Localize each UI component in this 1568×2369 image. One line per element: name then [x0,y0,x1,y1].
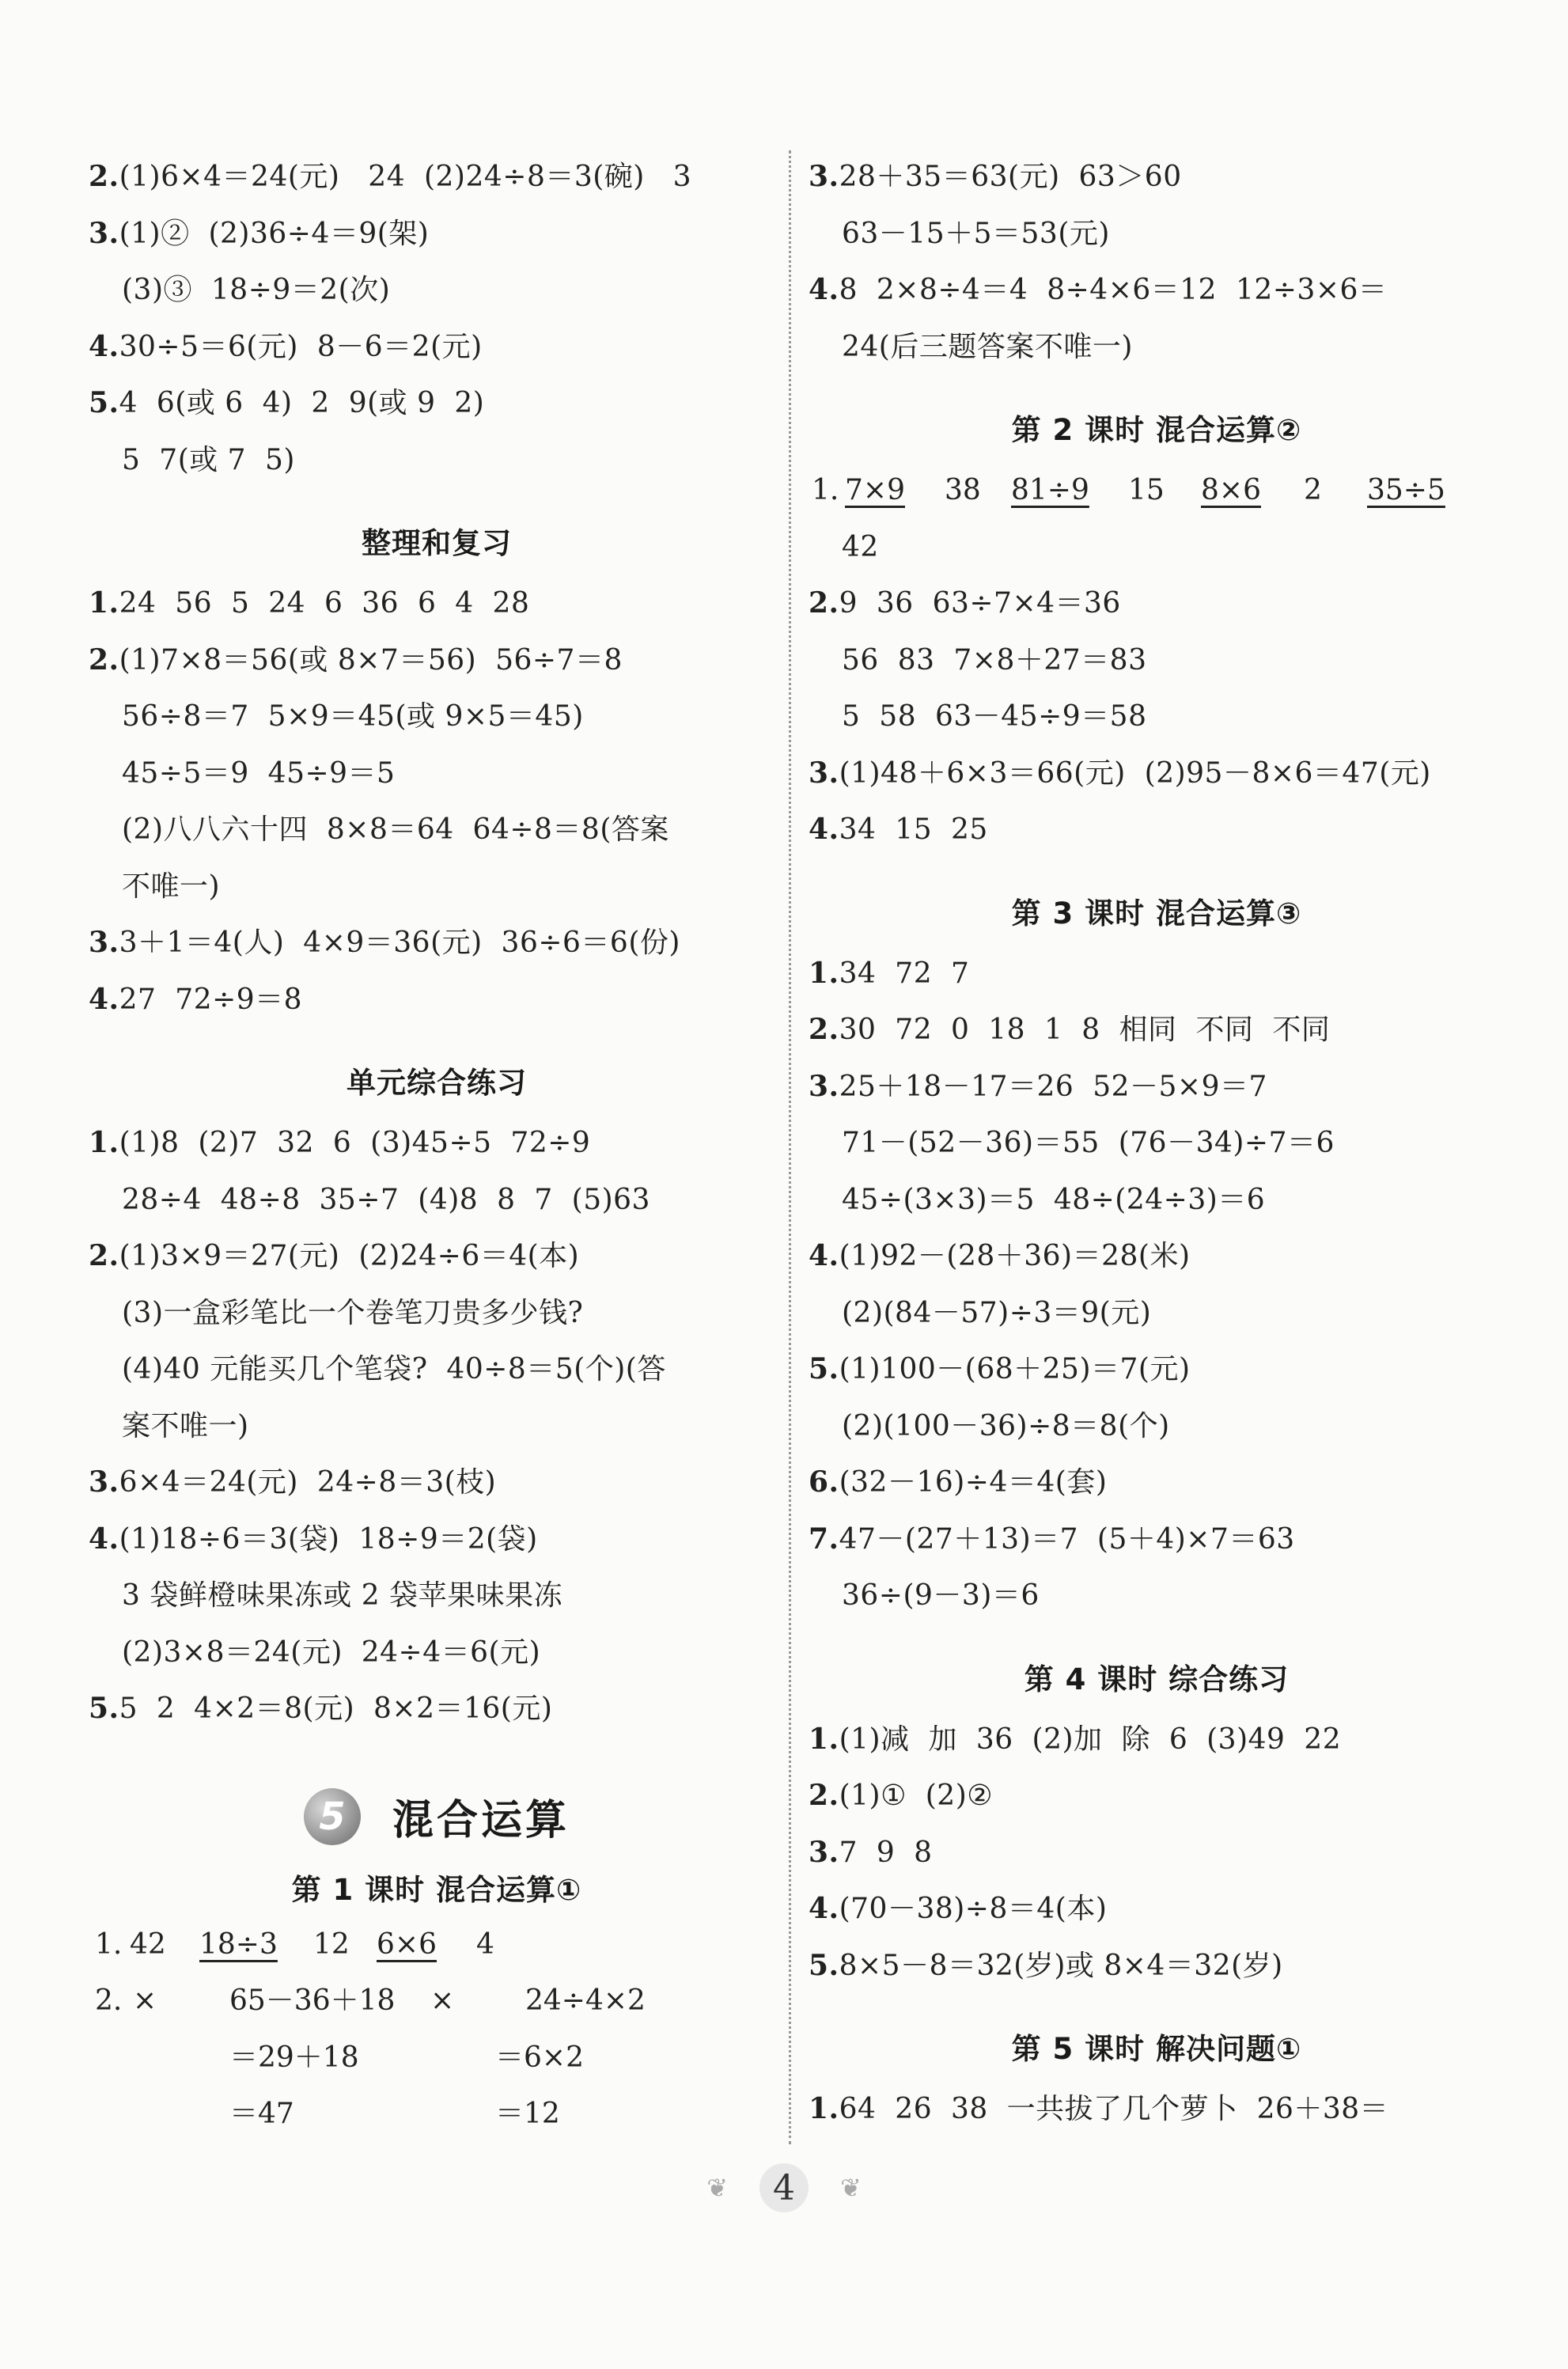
answer-text: (1)18÷6＝3(袋) 18÷9＝2(袋) [119,1522,538,1556]
answer-number: 3. [89,216,119,250]
answer-line [89,1398,785,1455]
answer-text: 3＋1＝4(人) 4×9＝36(元) 36÷6＝6(份) [119,927,680,959]
answer-number: 2. [95,1984,123,2017]
answer-text: 24(后三题答案不唯一) [842,330,1133,363]
answer-line [89,1511,785,1568]
lesson4-answers [809,1711,1505,1995]
answer-number: 1. [95,1927,123,1961]
answer-line [809,1454,1505,1511]
answer-number: 3. [809,160,839,193]
answer-line [809,1228,1505,1285]
answer-number: 4. [89,329,119,363]
answer-text: (1)① (2)② [839,1780,994,1812]
answer-line [89,206,785,263]
answer-text: 5 58 63－45÷9＝58 [842,700,1147,733]
answer-line [89,972,785,1029]
answer-text: 63－15＋5＝53(元) [842,217,1110,250]
answer-number: 2. [89,1239,119,1272]
answer-value: 38 [945,474,981,506]
answer-text: 64 26 38 一共拔了几个萝卜 26＋38＝ [839,2093,1389,2125]
answer-text: (1)减 加 36 (2)加 除 6 (3)49 22 [839,1723,1342,1756]
lesson5-answers [809,2081,1505,2138]
left-section0 [89,149,785,488]
answer-number: 2. [89,642,119,677]
answer-text: 7 9 8 [839,1836,933,1869]
answer-text: 6×4＝24(元) 24÷8＝3(枝) [119,1466,497,1499]
answer-line [89,262,785,319]
answer-number: 4. [89,1522,119,1556]
answer-line [89,1624,785,1681]
answer-line [809,1398,1505,1455]
answer-number: 1. [89,586,119,620]
answer-text: 56÷8＝7 5×9＝45(或 9×5＝45) [122,700,584,733]
answer-line [809,1341,1505,1398]
answer-line [89,802,785,859]
answer-line [89,375,785,432]
answer-text: 30÷5＝6(元) 8－6＝2(元) [119,330,483,363]
calc-result: ＝47 [229,2098,294,2130]
sprout-right-icon: ❦ [840,2173,862,2203]
answer-number: 6. [809,1465,839,1499]
answer-text: (1)100－(68＋25)＝7(元) [839,1353,1191,1385]
calc-expression: 65－36＋18 [229,1984,396,2017]
answer-text: (1)3×9＝27(元) (2)24÷6＝4(本) [119,1240,580,1272]
answer-number: 4. [89,982,119,1016]
answer-line [809,262,1505,319]
answer-number: 7. [809,1522,839,1556]
lesson1-title: 第 1 课时 混合运算① [291,1872,582,1907]
answer-text: (1)48＋6×3＝66(元) (2)95－8×6＝47(元) [839,756,1431,790]
calc-step: ＝6×2 [495,2041,584,2074]
answer-text: 24 56 5 24 6 36 6 4 28 [119,587,530,620]
answer-line [89,1172,785,1229]
answer-line [809,1768,1505,1825]
answer-line [809,1825,1505,1882]
answer-value: 15 [1128,474,1165,506]
answer-number: 2. [809,1013,839,1046]
right-column [809,149,1505,2138]
answer-number: 3. [89,1465,119,1499]
answer-text: 56 83 7×8＋27＝83 [842,643,1147,677]
answer-text: 9 36 63÷7×4＝36 [839,587,1121,620]
answer-text: (4)40 元能买几个笔袋? 40÷8＝5(个)(答 [122,1353,666,1385]
answer-text: (2)3×8＝24(元) 24÷4＝6(元) [122,1636,541,1669]
answer-text: 28÷4 48÷8 35÷7 (4)8 8 7 (5)63 [122,1183,650,1216]
answer-number: 1. [89,1126,119,1159]
answer-line [809,1115,1505,1172]
lesson2-line1 [809,462,1505,519]
answer-text: 25＋18－17＝26 52－5×9＝7 [839,1070,1267,1103]
answer-line [809,1938,1505,1995]
answer-line [89,1341,785,1398]
answer-text: 不唯一) [122,870,221,903]
answer-number: 5. [809,1352,839,1385]
answer-number: 1. [809,2092,839,2125]
answer-number: 3. [809,756,839,790]
lesson4-title: 第 4 课时 综合练习 [1024,1662,1290,1696]
answer-number: 1. [809,956,839,990]
answer-number: 3. [809,1835,839,1869]
answer-text: 34 72 7 [839,957,970,990]
lesson3-title: 第 3 课时 混合运算③ [1011,896,1302,931]
lesson3-answers [809,946,1505,1624]
lesson1-line3 [89,2030,785,2087]
answer-line [809,1285,1505,1342]
unit-practice-title: 单元综合练习 [347,1066,527,1100]
answer-text: (1)6×4＝24(元) 24 (2)24÷8＝3(碗) 3 [119,161,692,193]
unit-name: 混合运算 [392,1797,570,1844]
answer-text: (1)7×8＝56(或 8×7＝56) 56÷7＝8 [119,643,623,677]
column-divider [789,150,791,2144]
answer-line [89,432,785,489]
page-number: 4 [759,2163,809,2212]
answer-value: 12 [313,1927,350,1961]
answer-text: 47－(27＋13)＝7 (5＋4)×7＝63 [839,1522,1295,1556]
answer-text: (1)8 (2)7 32 6 (3)45÷5 72÷9 [119,1127,591,1159]
answer-value: 42 [130,1927,166,1961]
answer-line [809,632,1505,689]
answer-text: (70－38)÷8＝4(本) [839,1893,1108,1925]
answer-number: 1. [809,1722,839,1756]
answer-text: 28＋35＝63(元) 63＞60 [839,161,1182,193]
answer-text: 案不唯一) [122,1409,249,1442]
answer-text: (2)八八六十四 8×8＝64 64÷8＝8(答案 [122,813,669,846]
answer-line [89,319,785,376]
lesson5-title: 第 5 课时 解决问题① [1011,2032,1302,2066]
answer-text: (2)(84－57)÷3＝9(元) [842,1296,1152,1329]
answer-text: (3)③ 18÷9＝2(次) [122,274,391,306]
answer-text: (1)② (2)36÷4＝9(架) [119,217,430,250]
answer-value: 2 [1304,474,1322,506]
answer-number: 5. [89,386,119,419]
sprout-left-icon: ❦ [706,2173,728,2203]
unit-practice-answers [89,1115,785,1738]
answer-line [89,632,785,689]
answer-number: 5. [809,1948,839,1982]
review-answers [89,575,785,1028]
lesson1-line1 [89,1916,785,1973]
answer-line [89,575,785,632]
lesson1-line4 [89,2086,785,2143]
answer-number: 4. [809,273,839,306]
answer-text: 27 72÷9＝8 [119,983,303,1016]
lesson2-title: 第 2 课时 混合运算② [1011,413,1302,447]
answer-line [809,2081,1505,2138]
answer-line [809,319,1505,376]
answer-value-underlined: 81÷9 [1011,474,1089,506]
answer-text: 8×5－8＝32(岁)或 8×4＝32(岁) [839,1949,1283,1982]
unit-number-badge: 5 [304,1788,361,1845]
answer-number: 2. [89,160,119,193]
answer-number: 2. [809,1779,839,1812]
answer-line [89,1567,785,1624]
answer-line [89,1681,785,1738]
answer-text: 36÷(9－3)＝6 [842,1579,1040,1612]
answer-line [89,745,785,802]
answer-number: 3. [89,926,119,959]
answer-line [89,859,785,915]
answer-line [89,1115,785,1172]
calc-step: ＝29＋18 [229,2041,359,2074]
left-column [89,149,785,2143]
answer-value-underlined: 8×6 [1201,474,1261,506]
answer-text: 30 72 0 18 1 8 相同 不同 不同 [839,1014,1331,1046]
answer-line [809,946,1505,1003]
answer-text: 5 2 4×2＝8(元) 8×2＝16(元) [119,1692,553,1725]
answer-text: 4 6(或 6 4) 2 9(或 9 2) [119,387,485,419]
right-section0 [809,149,1505,375]
answer-mark: × [133,1984,157,2017]
answer-line [809,149,1505,206]
answer-value-underlined: 7×9 [845,474,905,506]
answer-line [89,1285,785,1342]
answer-number: 1. [812,474,839,506]
page-footer [0,2152,1568,2223]
answer-line [809,688,1505,745]
calc-expression: 24÷4×2 [525,1984,646,2017]
review-title: 整理和复习 [362,526,512,560]
answer-text: 34 15 25 [839,813,988,846]
answer-number: 5. [89,1692,119,1725]
answer-text: 5 7(或 7 5) [122,443,295,476]
unit-title [89,1769,785,1864]
answer-line [809,1567,1505,1624]
answer-line [809,519,1505,576]
answer-line [809,206,1505,263]
answer-text: (3)一盒彩笔比一个卷笔刀贵多少钱? [122,1296,584,1329]
answer-line [809,802,1505,859]
answer-line [89,1228,785,1285]
answer-line [89,915,785,972]
answer-line [809,745,1505,802]
answer-line [89,688,785,745]
answer-line [809,1172,1505,1229]
answer-text: 8 2×8÷4＝4 8÷4×6＝12 12÷3×6＝ [839,274,1388,306]
answer-text: 45÷(3×3)＝5 48÷(24÷3)＝6 [842,1183,1266,1216]
answer-line [89,149,785,206]
answer-mark: × [430,1984,455,2017]
answer-number: 4. [809,1239,839,1272]
answer-line [89,1454,785,1511]
answer-line [809,1511,1505,1568]
answer-text: 3 袋鲜橙味果冻或 2 袋苹果味果冻 [122,1579,563,1612]
answer-text: 71－(52－36)＝55 (76－34)÷7＝6 [842,1127,1335,1159]
answer-text: (1)92－(28＋36)＝28(米) [839,1240,1191,1272]
answer-value: 4 [476,1927,494,1961]
answer-line [809,1711,1505,1768]
lesson1-line2 [89,1973,785,2030]
answer-text: (2)(100－36)÷8＝8(个) [842,1409,1170,1442]
answer-value-underlined: 6×6 [377,1927,437,1961]
answer-number: 2. [809,586,839,620]
answer-line [809,1002,1505,1059]
answer-number: 4. [809,1892,839,1925]
calc-result: ＝12 [495,2098,560,2130]
answer-text: 42 [842,530,879,563]
answer-line [809,575,1505,632]
answer-text: (32－16)÷4＝4(套) [839,1466,1108,1499]
answer-line [809,1059,1505,1116]
answer-number: 4. [809,813,839,846]
answer-value-underlined: 18÷3 [199,1927,278,1961]
answer-number: 3. [809,1069,839,1103]
answer-value-underlined: 35÷5 [1367,474,1445,506]
answer-text: 45÷5＝9 45÷9＝5 [122,756,396,790]
answer-line [809,1881,1505,1938]
lesson2-answers [809,519,1505,859]
